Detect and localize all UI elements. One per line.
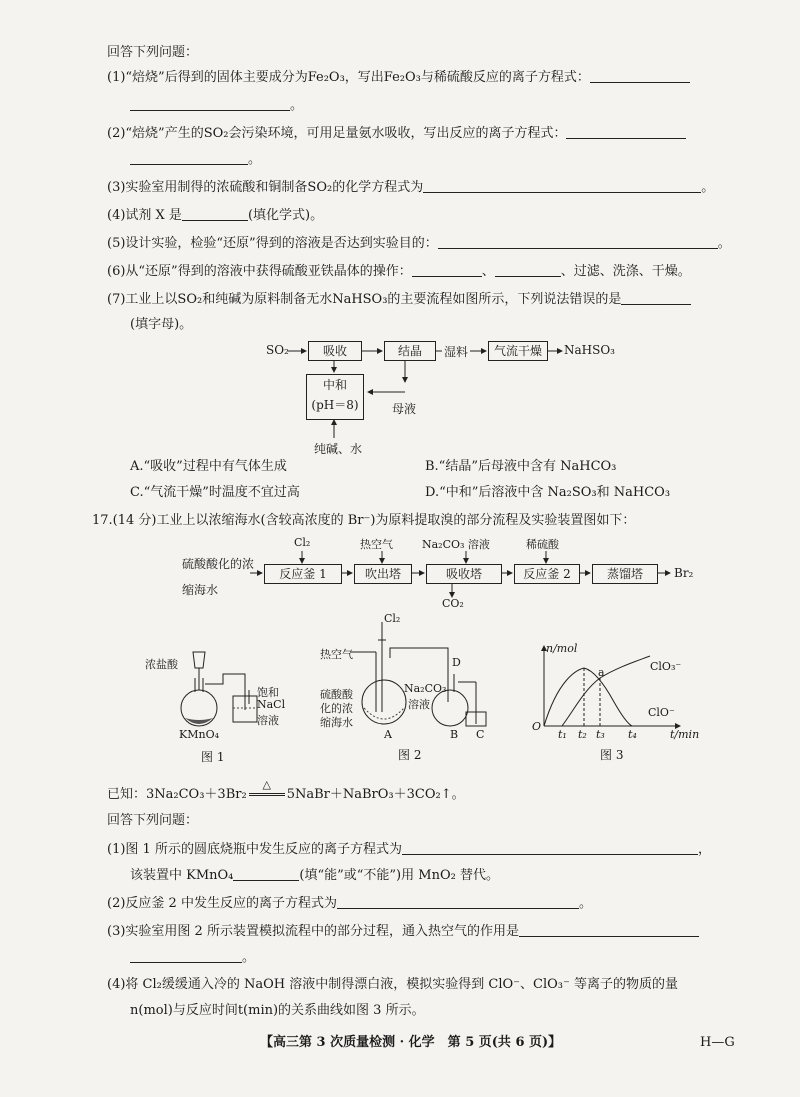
flow1-neutral: 中和 — [322, 378, 347, 392]
fig1-caption: 图 1 — [201, 750, 225, 764]
fig3-t3: t₃ — [596, 728, 605, 741]
fig3-t1: t₁ — [558, 728, 567, 741]
fig2-label-a: A — [384, 728, 392, 741]
flow1-crystal: 结晶 — [384, 341, 436, 361]
option-7d: D.“中和”后溶液中含 Na₂SO₃和 NaHCO₃ — [425, 485, 671, 500]
nahso3-flow-diagram — [250, 338, 630, 458]
question-2-cont: 。 — [130, 150, 261, 169]
flow2-reactor-2: 反应釜 2 — [514, 564, 580, 584]
question-1-cont: 。 — [130, 96, 303, 115]
fig1-hcl: 浓盐酸 — [145, 658, 178, 671]
question-5: (5)设计实验，检验“还原”得到的溶液是否达到实验目的： 。 — [107, 236, 731, 251]
question-2: (2)“焙烧”产生的SO₂会污染环境，可用足量氨水吸收，写出反应的离子方程式： — [107, 124, 686, 143]
flow1-wet: 湿料 — [444, 345, 469, 359]
part-4: (4)将 Cl₂缓缓通入冷的 NaOH 溶液中制得漂白液，模拟实验得到 ClO⁻、ClO₃⁻ 等离子的物质的量 — [107, 977, 678, 992]
fig2-sea-3: 缩海水 — [320, 716, 353, 729]
flow2-co2: CO₂ — [442, 597, 464, 610]
option-7b: B.“结晶”后母液中含有 NaHCO₃ — [425, 459, 617, 474]
flow2-feed-2: 缩海水 — [182, 583, 219, 597]
flow1-ph: (pH＝8) — [311, 398, 359, 412]
flow1-absorb: 吸收 — [308, 341, 362, 361]
question-4: (4)试剂 X 是 (填化学式)。 — [107, 208, 324, 223]
fig3-origin: O — [532, 720, 542, 733]
fig2-na2co3-2: 溶液 — [408, 698, 430, 711]
flow1-mother: 母液 — [392, 402, 417, 416]
flow2-na2co3: Na₂CO₃ 溶液 — [422, 538, 490, 551]
flow2-reactor-1: 反应釜 1 — [264, 564, 342, 584]
fig3-t2: t₂ — [578, 728, 587, 741]
question-1: (1)“焙烧”后得到的固体主要成分为Fe₂O₃，写出Fe₂O₃与稀硫酸反应的离子方程式： — [107, 68, 690, 87]
part-3: (3)实验室用图 2 所示装置模拟流程中的部分过程，通入热空气的作用是 — [107, 922, 699, 941]
fig3-clo: ClO⁻ — [648, 706, 675, 719]
figure-1 — [145, 640, 285, 765]
heat-condition: △ — [262, 778, 271, 791]
flow1-neutral-box — [306, 374, 364, 420]
bromine-flow-diagram — [182, 535, 702, 615]
figure-3 — [530, 640, 710, 766]
footer-center: 【高三第 3 次质量检测 · 化学 第 5 页(共 6 页)】 — [260, 1035, 562, 1050]
fig2-caption: 图 2 — [398, 748, 422, 762]
part-3-cont: 。 — [130, 948, 255, 967]
fig1-nacl-1: 饱和 — [257, 686, 279, 699]
fig1-nacl-2: NaCl — [257, 698, 286, 711]
fig2-label-c: C — [476, 728, 485, 741]
question-17-head: 17.(14 分)工业上以浓缩海水(含较高浓度的 Br⁻)为原料提取溴的部分流程及实验装置图如下： — [92, 513, 636, 528]
question-6: (6)从“还原”得到的溶液中获得硫酸亚铁晶体的操作： 、 、过滤、洗涤、干燥。 — [107, 264, 691, 279]
question-3: (3)实验室用制得的浓硫酸和铜制备SO₂的化学方程式为 。 — [107, 180, 715, 195]
part-4-cont: n(mol)与反应时间t(min)的关系曲线如图 3 所示。 — [130, 1003, 425, 1018]
flow1-dry: 气流干燥 — [488, 341, 548, 361]
question-7: (7)工业上以SO₂和纯碱为原料制备无水NaHSO₃的主要流程如图所示，下列说法错误的是 — [107, 290, 691, 309]
part-1-cont: 该装置中 KMnO₄ (填“能”或“不能”)用 MnO₂ 替代。 — [130, 868, 499, 883]
intro-text-2: 回答下列问题： — [107, 813, 199, 828]
flow1-input: 纯碱、水 — [314, 442, 363, 456]
option-7c: C.“气流干燥”时温度不宜过高 — [130, 485, 300, 500]
part-1: (1)图 1 所示的圆底烧瓶中发生反应的离子方程式为 ， — [107, 842, 711, 857]
question-7-cont: (填字母)。 — [130, 317, 193, 332]
flow2-absorb-tower: 吸收塔 — [426, 564, 502, 584]
fig2-sea-1: 硫酸酸 — [320, 688, 353, 701]
part-2: (2)反应釜 2 中发生反应的离子方程式为 。 — [107, 896, 592, 911]
flow2-blow-tower: 吹出塔 — [354, 564, 412, 584]
fig2-cl2: Cl₂ — [384, 612, 401, 625]
known-reaction: 已知：3Na₂CO₃＋3Br₂ △ 5NaBr＋NaBrO₃＋3CO₂↑。 — [107, 778, 465, 802]
flow2-hotair: 热空气 — [360, 538, 393, 551]
fig2-hotair: 热空气 — [320, 648, 353, 661]
fig3-t4: t₄ — [628, 728, 637, 741]
figure-2 — [320, 612, 500, 764]
flow2-h2so4: 稀硫酸 — [526, 538, 559, 551]
flow2-br2: Br₂ — [674, 566, 694, 580]
flow2-cl2: Cl₂ — [294, 536, 311, 549]
fig3-caption: 图 3 — [600, 748, 624, 762]
fig1-kmno4: KMnO₄ — [179, 728, 219, 741]
option-7a: A.“吸收”过程中有气体生成 — [130, 459, 287, 474]
fig1-nacl-3: 溶液 — [257, 714, 279, 727]
intro-text: 回答下列问题： — [107, 45, 199, 60]
flow2-distill-tower: 蒸馏塔 — [592, 564, 658, 584]
fig3-point-a: a — [598, 666, 605, 679]
footer-right: H—G — [700, 1035, 735, 1050]
fig2-d: D — [452, 656, 461, 669]
flow1-product: NaHSO₃ — [564, 343, 615, 357]
fig2-label-b: B — [450, 728, 459, 741]
fig3-xlabel: t/min — [670, 728, 700, 741]
flow2-feed-1: 硫酸酸化的浓 — [182, 557, 255, 571]
flow1-so2: SO₂ — [266, 343, 289, 357]
fig2-sea-2: 化的浓 — [320, 702, 353, 715]
fig3-ylabel: n/mol — [546, 642, 578, 655]
fig3-clo3: ClO₃⁻ — [650, 660, 682, 673]
fig2-na2co3-1: Na₂CO₃ — [404, 682, 447, 695]
